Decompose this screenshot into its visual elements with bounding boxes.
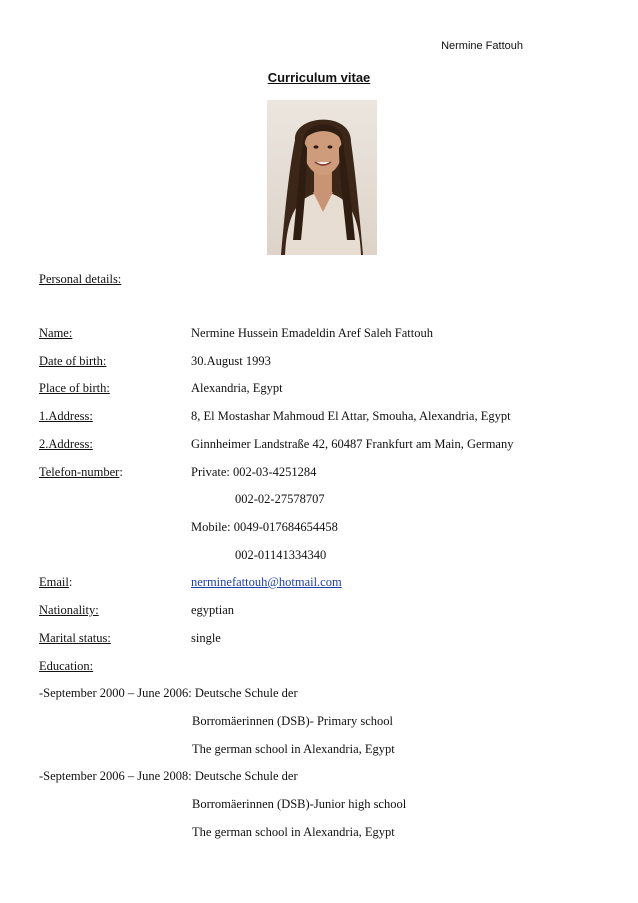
detail-row-name [39,326,599,344]
detail-row-address-2 [39,437,599,455]
education-entry-2-period: -September 2006 – June 2008: Deutsche Schule der [39,769,298,783]
pob-label: Place of birth: [39,381,110,395]
portrait-photo [267,100,377,255]
education-entry-2-line-3: The german school in Alexandria, Egypt [192,825,395,839]
phone-label: Telefon-number [39,465,120,479]
name-value: Nermine Hussein Emadeldin Aref Saleh Fattouh [191,326,433,340]
pob-value: Alexandria, Egypt [191,381,283,395]
document-title: Curriculum vitae [267,70,371,85]
detail-row-marital [39,631,599,649]
nationality-label: Nationality: [39,603,99,617]
email-label: Email [39,575,69,589]
education-entry-1-line-2: Borromäerinnen (DSB)- Primary school [192,714,394,728]
nationality-value: egyptian [191,603,235,617]
detail-row-nationality [39,603,599,621]
dob-value: 30.August 1993 [191,354,271,368]
detail-row-address-1 [39,409,599,427]
marital-value: single [191,631,221,645]
email-link[interactable]: nerminefattouh@hotmail.com [191,575,342,589]
email-label-colon: : [68,575,73,589]
phone-label-wrap [39,465,123,480]
phone-label-colon: : [119,465,123,479]
name-label: Name: [39,326,73,340]
portrait-illustration [267,100,377,255]
detail-row-pob [39,381,599,399]
personal-details-heading: Personal details: [39,272,122,286]
detail-row-dob [39,354,599,372]
dob-label: Date of birth: [39,354,107,368]
detail-row-email [39,575,599,593]
education-heading: Education: [39,659,94,673]
address2-value: Ginnheimer Landstraße 42, 60487 Frankfurt am Main, Germany [191,437,514,451]
marital-label: Marital status: [39,631,111,645]
education-entry-1-line-3: The german school in Alexandria, Egypt [192,742,395,756]
page-header-name: Nermine Fattouh [441,40,523,52]
detail-row-phone-mobile-1 [39,520,599,538]
phone-private-2: 002-02-27578707 [235,492,325,506]
education-entry-1-period: -September 2000 – June 2006: Deutsche Schule der [39,686,298,700]
address2-label: 2.Address: [39,437,93,451]
address1-value: 8, El Mostashar Mahmoud El Attar, Smouha, Alexandria, Egypt [191,409,511,423]
education-entry-2-line-2: Borromäerinnen (DSB)-Junior high school [192,797,407,811]
detail-row-phone-private-2 [39,492,599,510]
phone-mobile-2: 002-01141334340 [235,548,327,562]
phone-private-1: Private: 002-03-4251284 [191,465,317,479]
detail-row-phone [39,465,599,483]
email-label-wrap [39,575,72,590]
address1-label: 1.Address: [39,409,93,423]
detail-row-phone-mobile-2 [39,548,599,566]
phone-mobile-1: Mobile: 0049-017684654458 [191,520,338,534]
